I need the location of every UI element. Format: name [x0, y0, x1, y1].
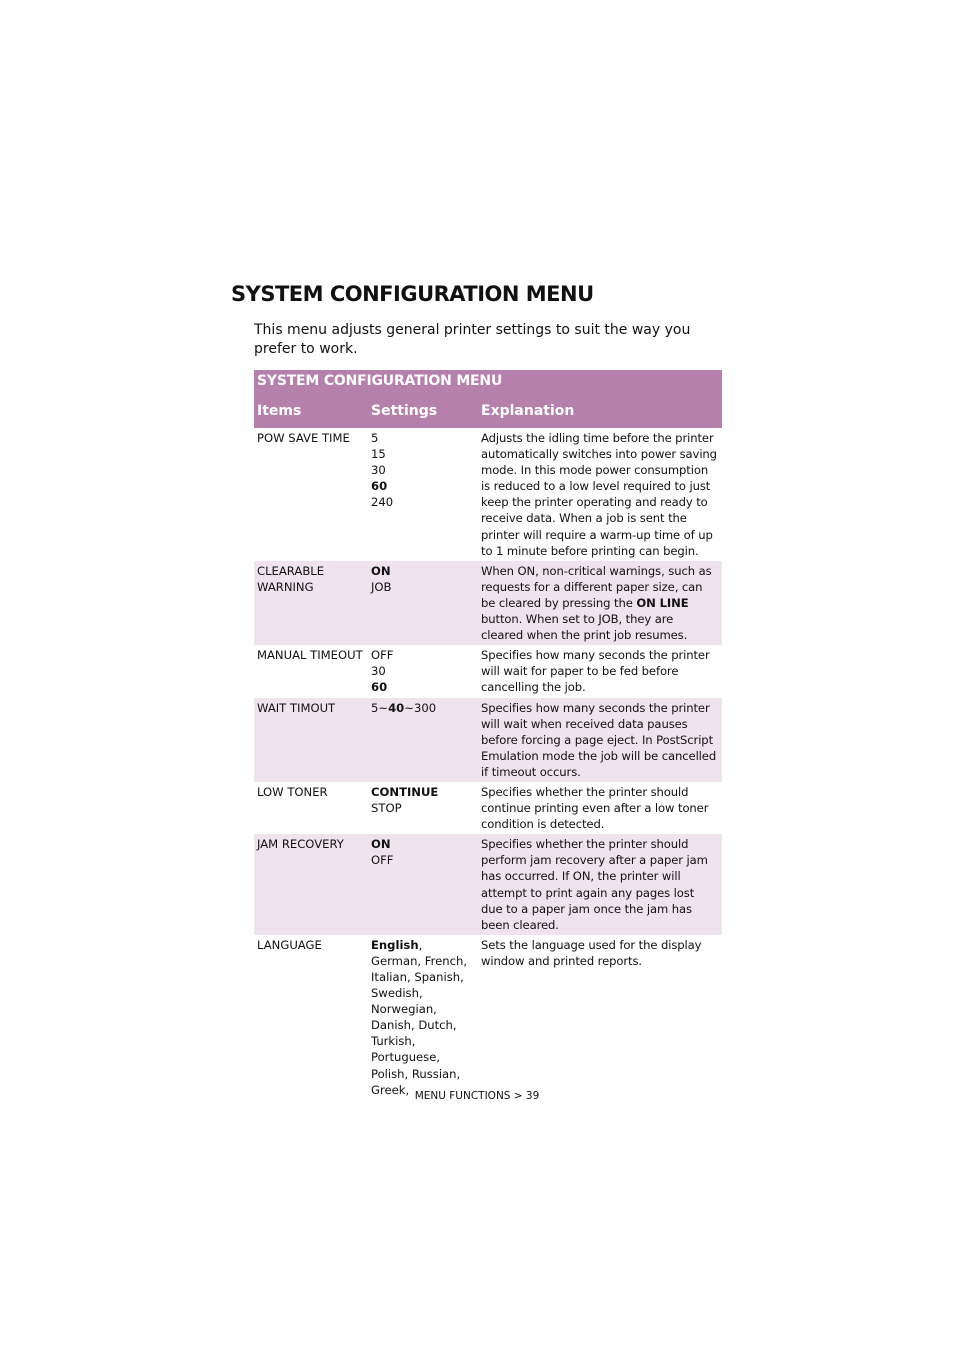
table-title: SYSTEM CONFIGURATION MENU [254, 370, 722, 393]
item-cell: POW SAVE TIME [257, 431, 350, 445]
page-footer: MENU FUNCTIONS > 39 [414, 1090, 540, 1102]
table-row [254, 698, 722, 782]
setting-option: JOB [371, 579, 392, 594]
settings-cell [368, 935, 478, 1100]
settings-cell [368, 645, 478, 697]
item-cell: MANUAL TIMEOUT [257, 648, 363, 663]
table-row [254, 834, 722, 935]
table-title-row [254, 370, 722, 393]
setting-option: 15 [371, 447, 386, 462]
item-cell: LOW TONER [257, 784, 328, 799]
explanation-cell: Specifies how many seconds the printer will wait for paper to be fed before cancelling the job. [481, 648, 710, 695]
setting-option-default: ON [371, 837, 391, 852]
item-cell: LANGUAGE [257, 937, 322, 952]
item-cell: CLEARABLE WARNING [254, 561, 368, 645]
explanation-cell [478, 561, 722, 645]
setting-option-default: 40 [388, 700, 405, 715]
page-title: SYSTEM CONFIGURATION MENU [231, 282, 594, 306]
table-row [254, 935, 722, 1100]
settings-cell [368, 782, 478, 834]
explanation-cell: Specifies how many seconds the printer will wait when received data pauses before forcing a page eject. In PostScript Emulation mode the job will be cancelled if timeout occurs. [478, 698, 722, 782]
setting-option-default: CONTINUE [371, 784, 439, 799]
table-row [254, 645, 722, 697]
settings-cell [368, 698, 478, 782]
settings-cell [368, 428, 478, 561]
explanation-text: button. When set to JOB, they are cleared when the print job resumes. [481, 612, 688, 643]
table-row [254, 782, 722, 834]
explanation-cell: Specifies whether the printer should perform jam recovery after a paper jam has occurred. If ON, the printer will attempt to print again any pages lost due to a paper jam once the jam has been cleared. [478, 834, 722, 935]
table-row [254, 428, 722, 561]
explanation-key-name: ON LINE [636, 595, 689, 610]
setting-option-default: English [371, 937, 419, 952]
system-config-table [254, 370, 722, 1100]
item-cell: JAM RECOVERY [254, 834, 368, 935]
config-table-container [254, 370, 722, 1100]
intro-paragraph: This menu adjusts general printer settings to suit the way you prefer to work. [254, 322, 691, 357]
setting-options-list: , German, French, Italian, Spanish, Swedish, Norwegian, Danish, Dutch, Turkish, Portuguese, Polish, Russian, Greek, [371, 937, 468, 1097]
setting-option: STOP [371, 801, 402, 816]
setting-option-default: 60 [371, 680, 388, 695]
setting-option: OFF [371, 853, 394, 868]
setting-option: 5 [371, 431, 379, 445]
table-header-row [254, 393, 722, 428]
explanation-text: When ON, non-critical warnings, such as requests for a different paper size, can be cleared by pressing the [481, 563, 712, 610]
setting-option-default: 60 [371, 479, 388, 494]
explanation-cell: Specifies whether the printer should continue printing even after a low toner condition is detected. [481, 784, 709, 832]
settings-cell [368, 834, 478, 935]
settings-cell [368, 561, 478, 645]
setting-range-max: ~300 [404, 700, 437, 715]
setting-option: 30 [371, 463, 386, 478]
setting-option-default: ON [371, 563, 391, 578]
table-row [254, 561, 722, 645]
item-cell: WAIT TIMOUT [254, 698, 368, 782]
explanation-cell: Adjusts the idling time before the printer automatically switches into power saving mode. In this mode power consumption is reduced to a low level required to just keep the printer operating and ready to receive data. When a job is sent the printer will require a warm-up time of up to 1 minute before printing can begin. [481, 431, 717, 558]
setting-option: OFF [371, 648, 394, 663]
setting-option: 240 [371, 495, 394, 510]
column-header-settings: Settings [368, 393, 478, 428]
setting-option: 30 [371, 664, 386, 679]
setting-range-min: 5~ [371, 700, 389, 715]
column-header-items: Items [254, 393, 368, 428]
column-header-explanation: Explanation [478, 393, 722, 428]
explanation-cell: Sets the language used for the display window and printed reports. [481, 937, 702, 968]
